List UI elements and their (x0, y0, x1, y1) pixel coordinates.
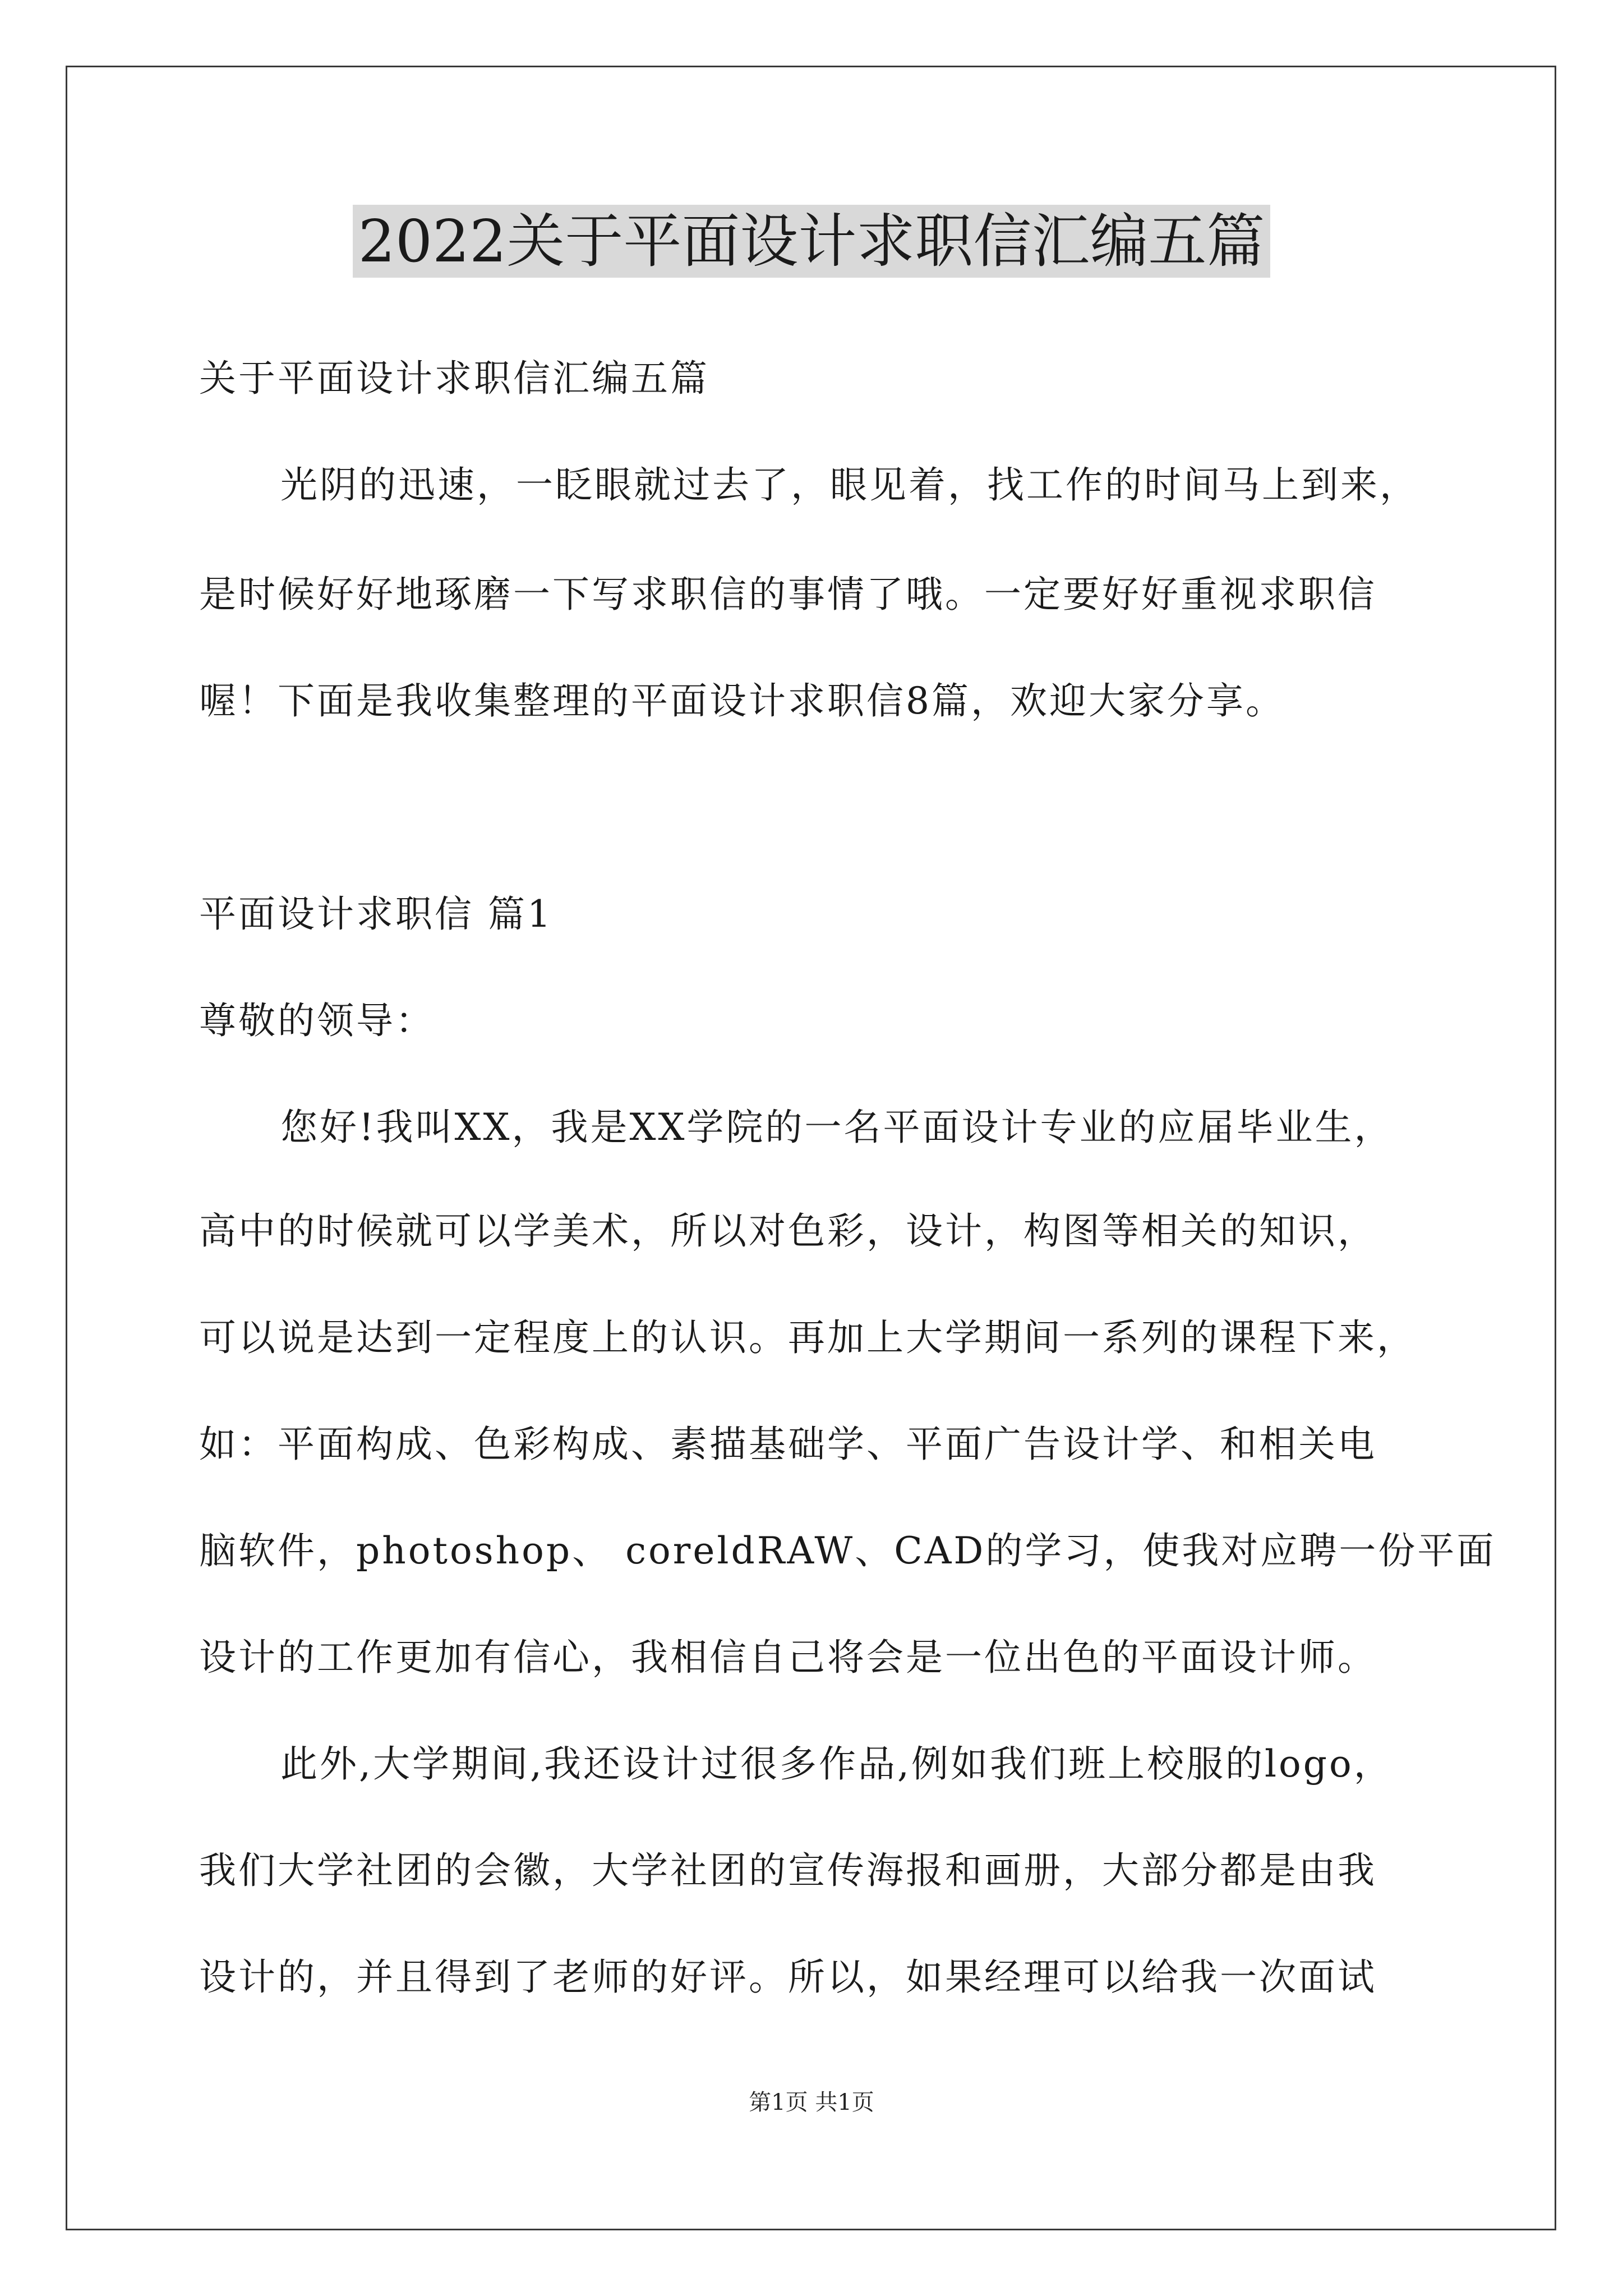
section-heading: 平面设计求职信 篇1 (199, 892, 553, 936)
document-title-text: 2022关于平面设计求职信汇编五篇 (353, 205, 1271, 278)
salutation: 尊敬的领导： (199, 999, 435, 1042)
document-subtitle: 关于平面设计求职信汇编五篇 (199, 357, 709, 400)
paragraph-line: 高中的时候就可以学美术，所以对色彩，设计，构图等相关的知识， (199, 1209, 1377, 1253)
paragraph-line: 我们大学社团的会徽，大学社团的宣传海报和画册，大部分都是由我 (199, 1849, 1377, 1892)
paragraph-line: 可以说是达到一定程度上的认识。再加上大学期间一系列的课程下来， (199, 1316, 1416, 1359)
document-title (0, 199, 1623, 283)
paragraph-line: 您好!我叫XX，我是XX学院的一名平面设计专业的应届毕业生， (280, 1106, 1394, 1149)
paragraph-line: 脑软件，photoshop、 coreldRAW、CAD的学习，使我对应聘一份平面 (199, 1529, 1496, 1572)
intro-line: 是时候好好地琢磨一下写求职信的事情了哦。一定要好好重视求职信 (199, 573, 1377, 616)
paragraph-line: 设计的工作更加有信心，我相信自己将会是一位出色的平面设计师。 (199, 1636, 1377, 1679)
intro-line: 喔！下面是我收集整理的平面设计求职信8篇，欢迎大家分享。 (199, 679, 1285, 723)
paragraph-line: 设计的，并且得到了老师的好评。所以，如果经理可以给我一次面试 (199, 1955, 1377, 1999)
paragraph-line: 此外,大学期间,我还设计过很多作品,例如我们班上校服的logo， (280, 1742, 1393, 1786)
paragraph-line: 如：平面构成、色彩构成、素描基础学、平面广告设计学、和相关电 (199, 1423, 1377, 1466)
page-footer: 第1页 共1页 (749, 2090, 874, 2115)
intro-line: 光阴的迅速，一眨眼就过去了，眼见着，找工作的时间马上到来， (280, 463, 1419, 507)
